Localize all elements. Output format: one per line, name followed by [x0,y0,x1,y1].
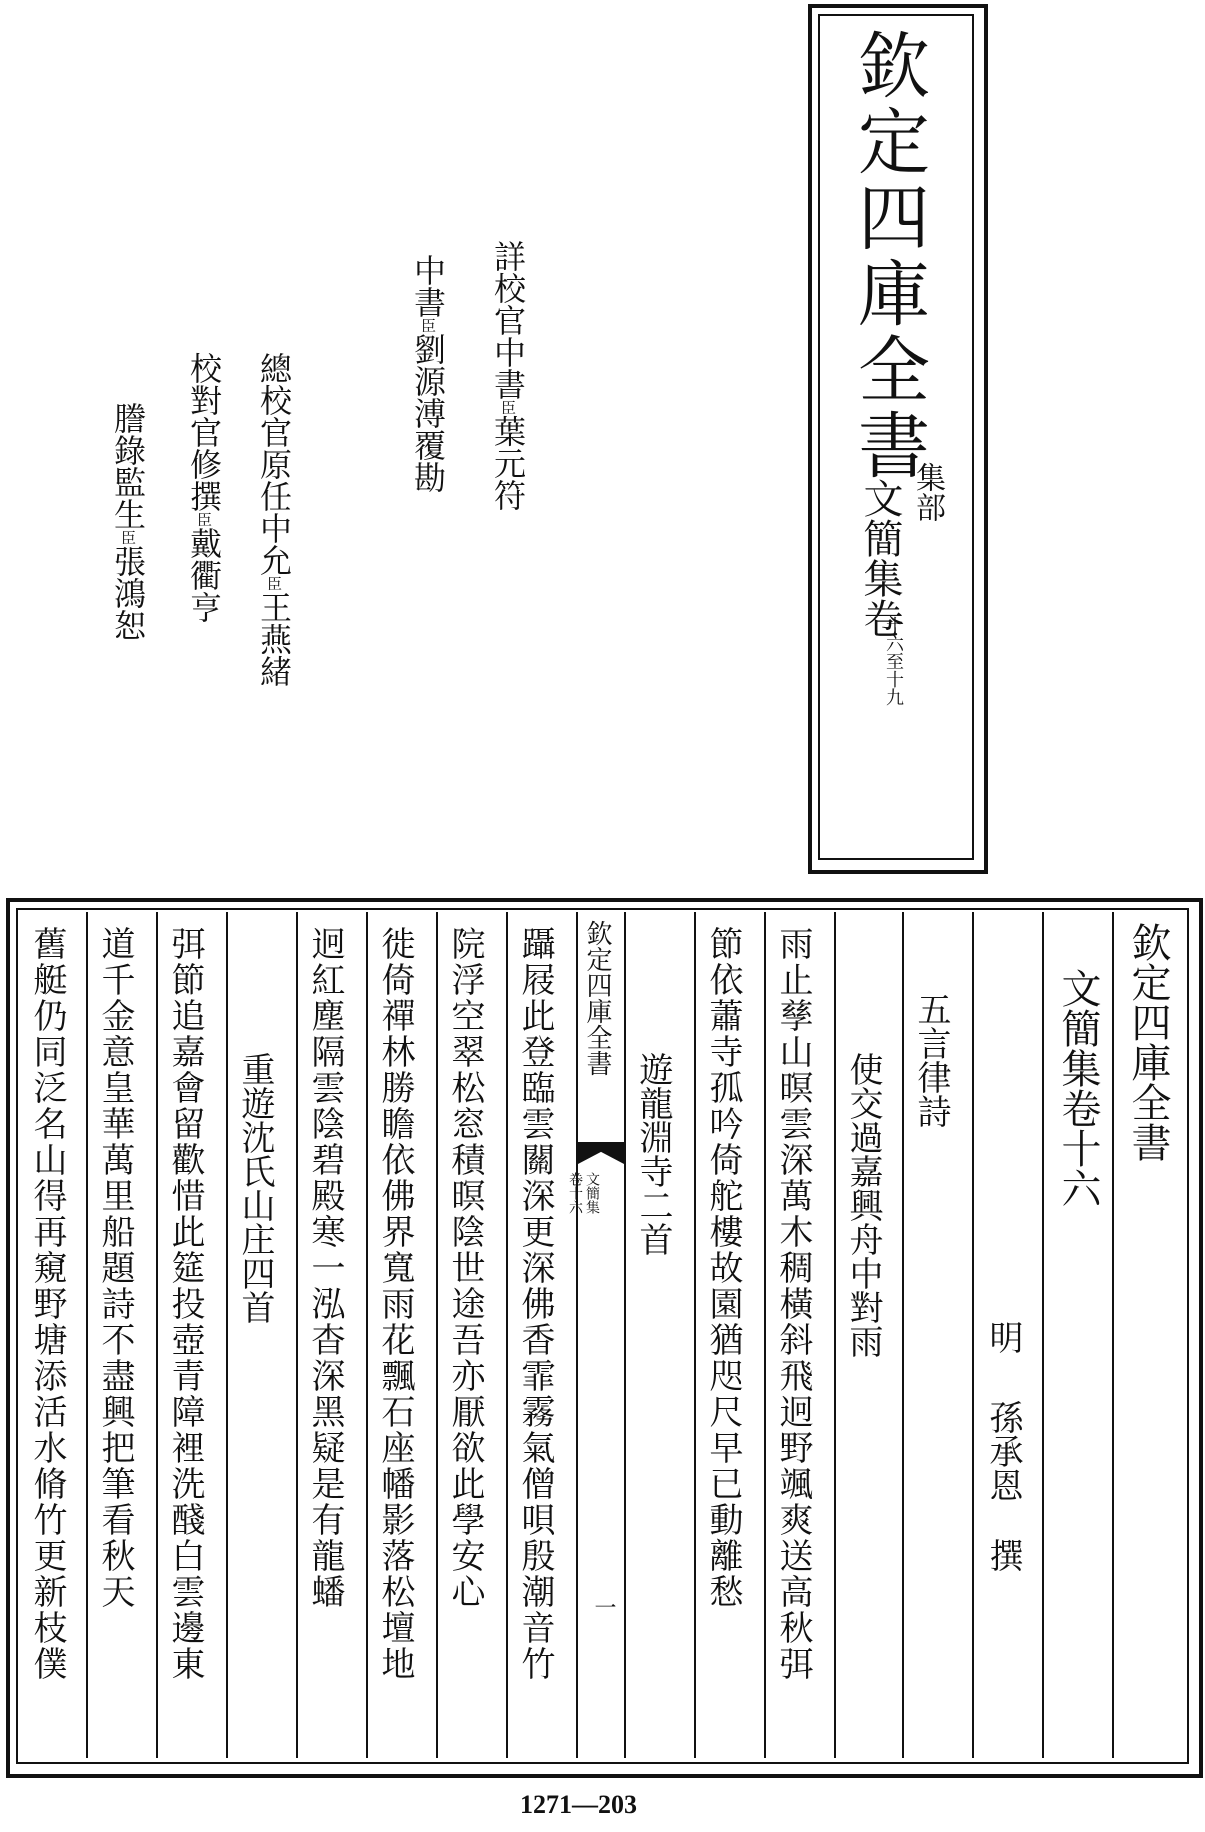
poem-text-column: 舊艇仍同泛名山得再窺野塘添活水脩竹更新枝僕 [27,926,67,1682]
staff-name: 戴衢亨 [185,527,223,623]
staff-title: 總校官原任中允 [255,352,293,576]
staff-title: 詳校官中書 [489,240,527,400]
staff-title: 校對官修撰 [185,352,223,512]
poem-text-column: 迥紅塵隔雲陰碧殿寒一泓杳深黑疑是有龍蟠 [305,926,345,1610]
staff-line-5 [109,402,147,641]
author-name: 孫承恩 [983,1400,1023,1502]
staff-rank: 臣 [119,530,137,545]
staff-title: 中書 [409,254,447,318]
center-header: 欽定四庫全書 [582,920,612,1076]
column-rule [366,912,368,1758]
center-volume [584,1172,600,1214]
column-rule [296,912,298,1758]
poem-title: 使交過嘉興舟中對雨 [843,1052,883,1358]
staff-name: 張鴻恕 [109,545,147,641]
center-volume-num: 卷十六 [567,1172,583,1214]
column-rule [226,912,228,1758]
column-rule [694,912,696,1758]
column-rule [1042,912,1044,1758]
column-rule [86,912,88,1758]
column-rule [156,912,158,1758]
center-volume-book: 文簡集 [584,1172,600,1214]
staff-rank: 臣 [499,400,517,415]
column-rule [972,912,974,1758]
staff-rank: 臣 [195,512,213,527]
staff-line-2 [409,254,447,493]
genre-heading: 五言律詩 [911,992,951,1128]
poem-text-column: 道千金意皇華萬里船題詩不盡興把筆看秋天 [95,926,135,1610]
staff-name: 王燕緒 [255,591,293,687]
center-page-number: 一 [591,1596,616,1618]
staff-line-1 [489,240,527,511]
author-line [983,1320,1023,1572]
page-header: 欽定四庫全書 [1125,922,1171,1162]
page-footer: 1271—203 [520,1790,637,1819]
staff-title: 謄錄監生 [109,402,147,530]
column-rule [764,912,766,1758]
staff-line-3 [255,352,293,687]
poem-text-column: 節依蕭寺孤吟倚舵樓故園猶咫尺早已動離愁 [703,926,743,1610]
column-rule [436,912,438,1758]
center-rule-right [624,912,626,1758]
poem-text-column: 弭節追嘉會留歡惜此筵投壺青障裡洗醆白雲邊東 [165,926,205,1682]
staff-line-4 [185,352,223,623]
staff-name: 劉源溥覆勘 [409,333,447,493]
volume-title: 文簡集卷十六 [1055,968,1101,1208]
column-rule [506,912,508,1758]
poem-text-column: 徙倚禪林勝瞻依佛界寬雨花飄石座幡影落松壇地 [375,926,415,1682]
poem-title: 重遊沈氏山庄四首 [235,1052,275,1324]
poem-title: 遊龍淵寺二首 [633,1052,673,1256]
poem-text-column: 雨止孳山暝雲深萬木稠橫斜飛迥野颯爽送高秋弭 [773,926,813,1682]
column-rule [1112,912,1114,1758]
staff-rank: 臣 [265,576,283,591]
cover-volume-range: 十六至十九 [883,616,904,706]
poem-text-column: 院浮空翠松窓積暝陰世途吾亦厭欲此學安心 [445,926,485,1610]
column-rule [834,912,836,1758]
cover-category: 集部 [910,462,945,522]
center-rule-left [576,912,578,1758]
dynasty: 明 [983,1320,1023,1354]
staff-rank: 臣 [419,318,437,333]
cover-book: 文簡集卷 [857,478,903,638]
poem-text-column: 躡屐此登臨雲關深更深佛香霏霧氣僧唄殷潮音竹 [515,926,555,1682]
cover-title: 欽定四庫全書 [846,28,930,484]
author-role: 撰 [983,1538,1023,1572]
column-rule [902,912,904,1758]
staff-name: 葉元符 [489,415,527,511]
